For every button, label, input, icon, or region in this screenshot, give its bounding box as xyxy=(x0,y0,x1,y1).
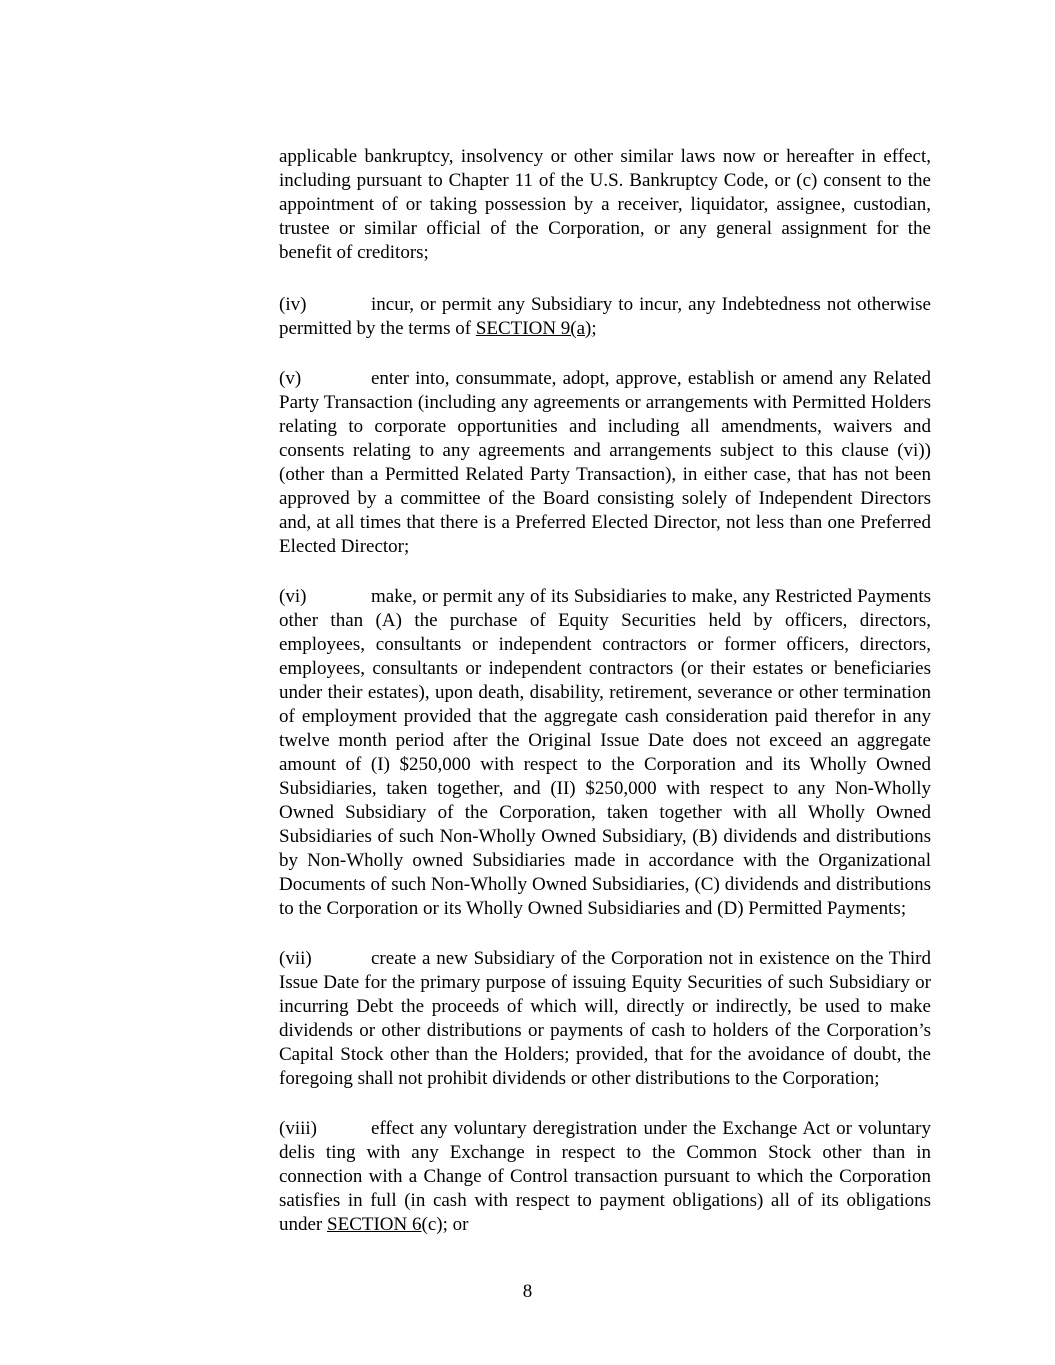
clause-text: enter into, consummate, adopt, approve, establish or amend any Related Party Transaction (including any agreements or arrangements with Permitted Holders relating to corporate opportunities and including all amendments, waivers and consents relating to any agreements and arrangements subject to this clause (vi)) (other than a Permitted Related Party Transaction), in either case, that has not been approved by a committee of the Board consisting solely of Independent Directors and, at all times that there is a Preferred Elected Director, not less than one Preferred Elected Director; xyxy=(279,368,931,557)
document-body xyxy=(279,145,931,1263)
clause-enumerator: (vi) xyxy=(279,586,307,607)
clause-vi xyxy=(279,585,931,921)
clause-text: effect any voluntary deregistration under the Exchange Act or voluntary delis ting with any Exchange in respect to the Common Stock other than in connection with a Change of Control transaction pursuant to which the Corporation satisfies in full (in cash with respect to payment obligations) all of its obligations under xyxy=(279,1118,931,1235)
clause-enumerator: (viii) xyxy=(279,1118,317,1139)
clause-text: create a new Subsidiary of the Corporation not in existence on the Third Issue Date for the primary purpose of issuing Equity Securities of such Subsidiary or incurring Debt the proceeds of which will, directly or indirectly, be used to make dividends or other distributions or payments of cash to holders of the Corporation’s Capital Stock other than the Holders; provided, that for the avoidance of doubt, the foregoing shall not prohibit dividends or other distributions to the Corporation; xyxy=(279,948,931,1089)
page-number: 8 xyxy=(522,1281,533,1302)
section-reference-link: SECTION 9(a) xyxy=(475,318,592,339)
clause-viii xyxy=(279,1117,931,1237)
clause-enumerator: (v) xyxy=(279,368,302,389)
clause-text: incur, or permit any Subsidiary to incur, any Indebtedness not otherwise permitted by the terms of xyxy=(279,294,931,339)
clause-enumerator: (vii) xyxy=(279,948,312,969)
clause-iv xyxy=(279,293,931,341)
section-reference-link: SECTION 6 xyxy=(327,1214,422,1235)
clause-v xyxy=(279,367,931,559)
clause-text-end: (c); or xyxy=(421,1214,469,1235)
clause-enumerator: (iv) xyxy=(279,294,307,315)
clause-text-end: ; xyxy=(591,318,597,339)
clause-text: make, or permit any of its Subsidiaries to make, any Restricted Payments other than (A) the purchase of Equity Securities held by officers, directors, employees, consultants or independent contractors or former officers, directors, employees, consultants or independent contractors (or their estates or beneficiaries under their estates), upon death, disability, retirement, severance or other termination of employment provided that the aggregate cash consideration paid therefor in any twelve month period after the Original Issue Date does not exceed an aggregate amount of (I) $250,000 with respect to the Corporation and its Wholly Owned Subsidiaries, taken together, and (II) $250,000 with respect to any Non-Wholly Owned Subsidiary of the Corporation, taken together with all Wholly Owned Subsidiaries of such Non-Wholly Owned Subsidiary, (B) dividends and distributions by Non-Wholly owned Subsidiaries made in accordance with the Organizational Documents of such Non-Wholly Owned Subsidiaries, (C) dividends and distributions to the Corporation or its Wholly Owned Subsidiaries and (D) Permitted Payments; xyxy=(279,586,931,919)
clause-vii xyxy=(279,947,931,1091)
continuation-paragraph: applicable bankruptcy, insolvency or other similar laws now or hereafter in effect, including pursuant to Chapter 11 of the U.S. Bankruptcy Code, or (c) consent to the appointment of or taking possession by a receiver, liquidator, assignee, custodian, trustee or similar official of the Corporation, or any general assignment for the benefit of creditors; xyxy=(279,146,931,263)
